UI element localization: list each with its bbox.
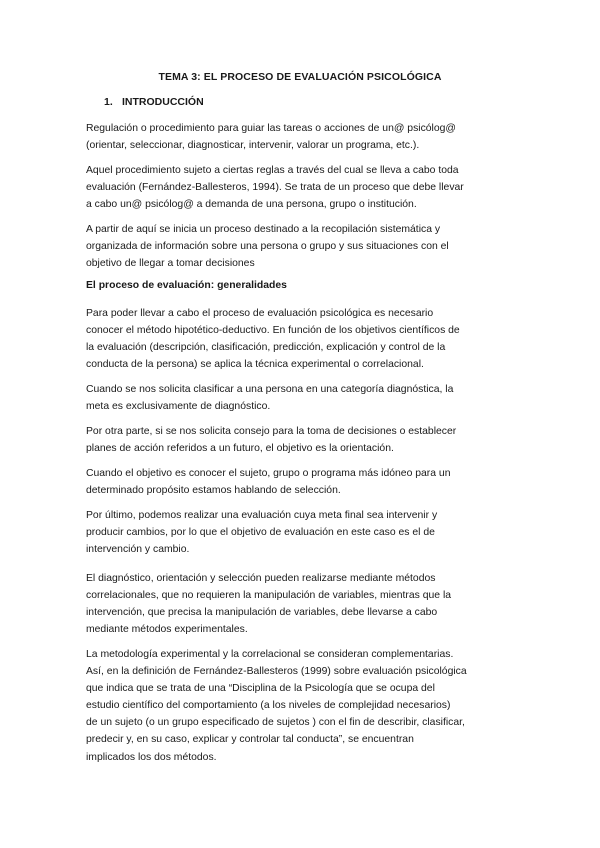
text-line: organizada de información sobre una persona o grupo y sus situaciones con el <box>86 241 449 253</box>
subheading-generalidades: El proceso de evaluación: generalidades <box>86 280 287 291</box>
text-line: objetivo de llegar a tomar decisiones <box>86 258 255 270</box>
text-line: de un sujeto (o un grupo especificado de sujetos ) con el fin de describir, clasificar, <box>86 717 465 729</box>
text-line: intervención, que precisa la manipulación de variables, debe llevarse a cabo <box>86 607 438 619</box>
text-line: correlacionales, que no requieren la manipulación de variables, mientras que la <box>86 590 452 602</box>
paragraph-intervention <box>86 507 516 558</box>
text-line: conducta de la persona) se aplica la técnica experimental o correlacional. <box>86 359 424 371</box>
text-line: A partir de aquí se inicia un proceso destinado a la recopilación sistemática y <box>86 224 441 235</box>
paragraph-procedure <box>86 162 516 213</box>
text-line: conocer el método hipotético-deductivo. En función de los objetivos científicos de <box>86 325 460 337</box>
document-title: TEMA 3: EL PROCESO DE EVALUACIÓN PSICOLÓGICA <box>158 71 442 83</box>
text-line: El diagnóstico, orientación y selección pueden realizarse mediante métodos <box>86 573 436 584</box>
text-line: mediante métodos experimentales. <box>86 624 248 636</box>
text-line: planes de acción referidos a un futuro, el objetivo es la orientación. <box>86 443 394 455</box>
text-line: predecir y, en su caso, explicar y controlar tal conducta”, se encuentran <box>86 734 414 746</box>
section-title: INTRODUCCIÓN <box>122 96 204 108</box>
text-line: Así, en la definición de Fernández-Ballesteros (1999) sobre evaluación psicológica <box>86 666 467 678</box>
text-line: la evaluación (descripción, clasificación, predicción, explicación y control de la <box>86 342 446 354</box>
text-line: evaluación (Fernández-Ballesteros, 1994). Se trata de un proceso que debe llevar <box>86 182 464 194</box>
text-line: Por otra parte, si se nos solicita consejo para la toma de decisiones o establecer <box>86 426 457 437</box>
text-line: intervención y cambio. <box>86 544 190 556</box>
section-number: 1. <box>104 96 113 108</box>
text-line: estudio científico del comportamiento (a los niveles de complejidad necesarios) <box>86 700 451 712</box>
section-heading-introduccion <box>104 96 204 108</box>
text-line: La metodología experimental y la correlacional se consideran complementarias. <box>86 649 454 660</box>
paragraph-complementary <box>86 646 516 766</box>
paragraph-diagnosis <box>86 381 516 415</box>
paragraph-process-start <box>86 221 516 272</box>
text-line: Regulación o procedimiento para guiar las tareas o acciones de un@ psicólog@ <box>86 123 456 134</box>
text-line: implicados los dos métodos. <box>86 751 217 763</box>
text-line: Por último, podemos realizar una evaluación cuya meta final sea intervenir y <box>86 510 438 521</box>
paragraph-selection <box>86 465 516 499</box>
text-line: Cuando se nos solicita clasificar a una persona en una categoría diagnóstica, la <box>86 384 454 395</box>
paragraph-method <box>86 305 516 373</box>
text-line: Cuando el objetivo es conocer el sujeto, grupo o programa más idóneo para un <box>86 468 451 479</box>
text-line: Para poder llevar a cabo el proceso de evaluación psicológica es necesario <box>86 308 434 319</box>
text-line: (orientar, seleccionar, diagnosticar, intervenir, valorar un programa, etc.). <box>86 140 420 152</box>
text-line: a cabo un@ psicólog@ a demanda de una persona, grupo o institución. <box>86 199 417 211</box>
text-line: Aquel procedimiento sujeto a ciertas reglas a través del cual se lleva a cabo toda <box>86 165 459 176</box>
text-line: que indica que se trata de una “Disciplina de la Psicología que se ocupa del <box>86 683 435 695</box>
text-line: determinado propósito estamos hablando de selección. <box>86 485 341 497</box>
paragraph-orientation <box>86 423 516 457</box>
paragraph-methods <box>86 570 516 638</box>
paragraph-definition <box>86 120 516 154</box>
text-line: producir cambios, por lo que el objetivo de evaluación en este caso es el de <box>86 527 435 539</box>
text-line: meta es exclusivamente de diagnóstico. <box>86 401 271 413</box>
